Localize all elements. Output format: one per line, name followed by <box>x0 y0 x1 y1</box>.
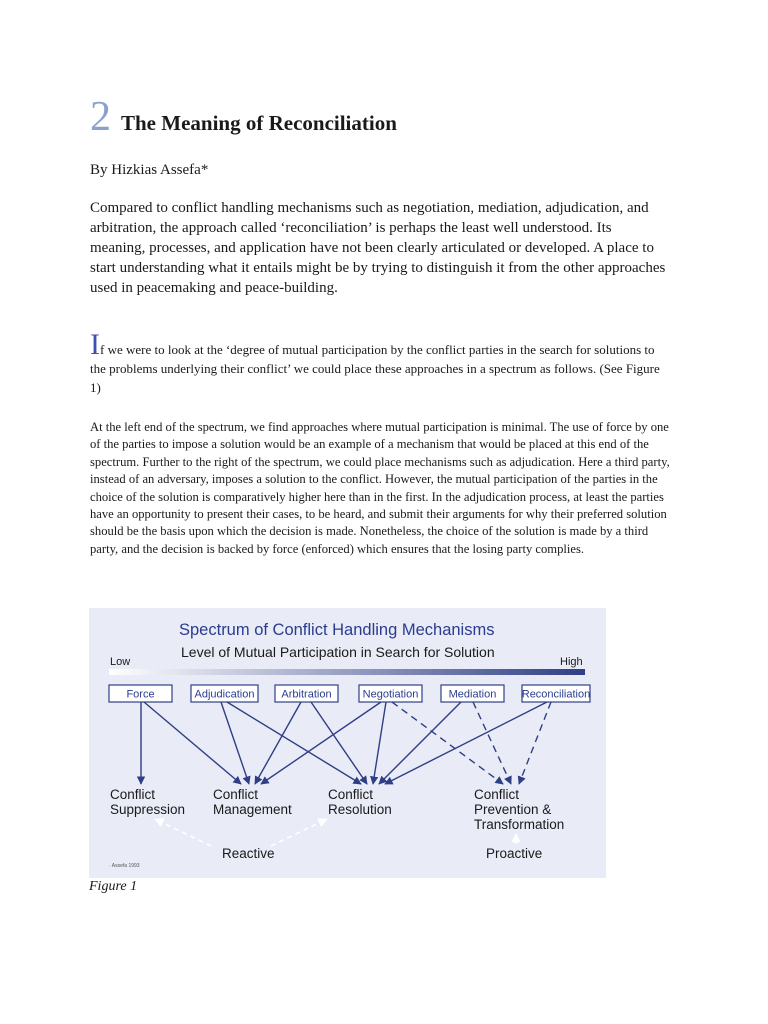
figure-caption: Figure 1 <box>89 879 138 894</box>
chapter-number: 2 <box>90 94 111 140</box>
chapter-title: The Meaning of Reconciliation <box>121 111 397 135</box>
outcome-resolution <box>328 787 392 817</box>
arrow-mediation-resolution <box>379 702 461 784</box>
arrow-negotiation-management <box>261 702 381 784</box>
mechanism-label: Reconciliation <box>521 688 591 701</box>
outcome-line1: Conflict <box>213 787 259 802</box>
outcome-line2: Prevention & <box>474 802 552 817</box>
mechanism-label: Negotiation <box>362 688 419 701</box>
arrow-adjudication-management <box>221 702 249 784</box>
arrow-reactive-left <box>155 819 211 846</box>
outcome-line1: Conflict <box>474 787 520 802</box>
arrow-mediation-prevention <box>473 702 511 784</box>
high-label: High <box>560 656 583 668</box>
paragraph-spectrum-intro <box>90 328 670 397</box>
figure-spectrum-diagram <box>89 608 606 878</box>
arrow-reactive-right <box>271 819 327 846</box>
spectrum-gradient-bar <box>109 669 585 675</box>
arrow-negotiation-resolution <box>373 702 386 784</box>
mechanism-mediation <box>441 685 504 702</box>
figure-title: Spectrum of Conflict Handling Mechanisms <box>179 621 495 639</box>
mechanism-adjudication <box>191 685 258 702</box>
mechanism-force <box>109 685 172 702</box>
mechanism-arbitration <box>275 685 338 702</box>
solid-arrows <box>141 702 547 784</box>
arrow-reconciliation-resolution <box>385 702 547 784</box>
author-line: By Hizkias Assefa* <box>90 162 209 178</box>
outcome-line2: Resolution <box>328 802 392 817</box>
mechanism-label: Adjudication <box>194 688 255 701</box>
mechanism-label: Force <box>126 688 155 701</box>
figure-subtitle: Level of Mutual Participation in Search for Solution <box>181 644 495 660</box>
low-label: Low <box>110 656 131 668</box>
outcome-management <box>213 787 292 817</box>
outcome-suppression <box>110 787 185 817</box>
drop-cap: I <box>90 328 100 361</box>
outcome-prevention-transformation <box>474 787 564 832</box>
outcome-line1: Conflict <box>328 787 374 802</box>
arrow-arbitration-resolution <box>311 702 367 784</box>
mechanism-label: Mediation <box>448 688 497 701</box>
chapter-heading <box>90 96 397 138</box>
mechanism-reconciliation <box>522 685 590 702</box>
reactive-label: Reactive <box>222 846 275 861</box>
proactive-label: Proactive <box>486 846 543 861</box>
outcome-line2: Suppression <box>110 802 186 817</box>
arrow-force-management <box>144 702 241 784</box>
outcome-line3: Transformation <box>474 817 565 832</box>
mechanism-negotiation <box>359 685 422 702</box>
intro-paragraph: Compared to conflict handling mechanisms such as negotiation, mediation, adjudication, and arbitration, the approach called ‘reconciliation’ is perhaps the least well understood. Its meaning, processes, and application have not been clearly articulated or developed. A place to start understanding what it entails might be by trying to distinguish it from the other approaches used in peacemaking and peace-building. <box>90 200 666 296</box>
mechanism-label: Arbitration <box>281 688 332 701</box>
white-dashed-arrows <box>155 819 516 846</box>
paragraph-spectrum-detail: At the left end of the spectrum, we find approaches where mutual participation is minimal. The use of force by one of the parties to impose a solution would be an example of a mechanism that would be placed at this end of the spectrum. Further to the right of the spectrum, we could place mechanisms such as adjudication. Here a third party, instead of an adversary, imposes a solution to the conflict. However, the mutual participation of the parties in the choice of the solution is comparatively higher here than in the first. In the adjudication process, at least the parties have an opportunity to present their cases, to be heard, and submit their arguments for why their preferred solution should be the basis upon which the decision is made. Nonetheless, the choice of the solution is made by a third party, and the decision is backed by force (enforced) which ensures that the losing party complies. <box>90 420 670 556</box>
outcome-line1: Conflict <box>110 787 156 802</box>
figure-credit: · Assefa 1993 <box>109 863 140 869</box>
paragraph-spectrum-text: f we were to look at the ‘degree of mutual participation by the conflict parties in the search for solutions to the problems underlying their conflict’ we could place these approaches in a spectrum as follows. (See Figure 1) <box>90 342 660 395</box>
outcome-line2: Management <box>213 802 292 817</box>
dashed-arrows <box>392 702 551 784</box>
